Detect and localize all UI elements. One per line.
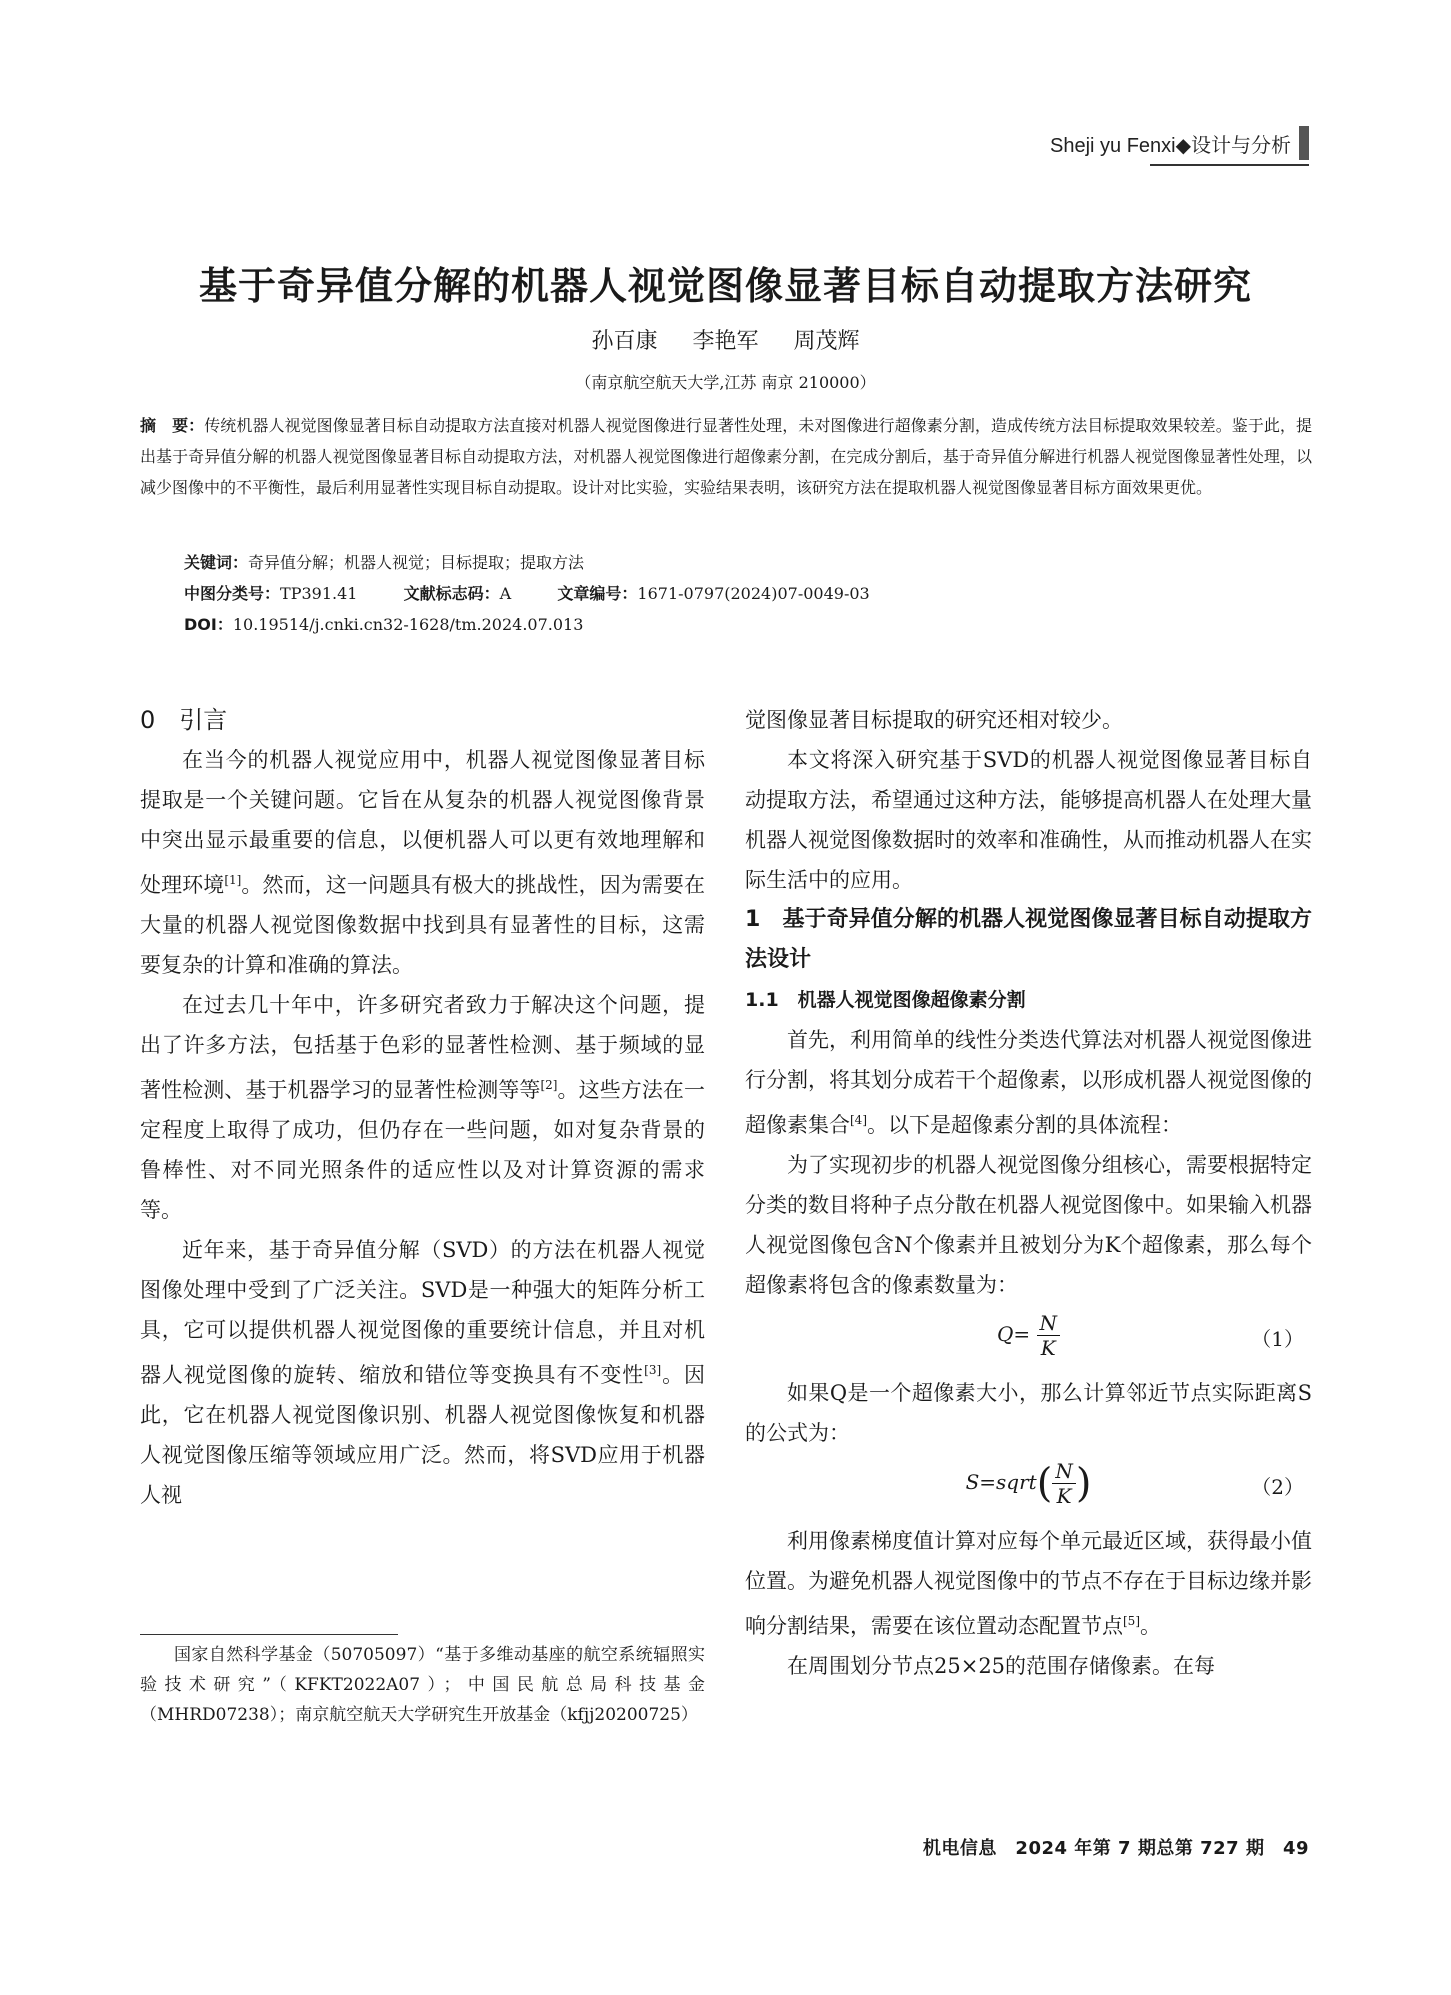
keywords-label: 关键词：: [184, 553, 249, 572]
paper-title: 基于奇异值分解的机器人视觉图像显著目标自动提取方法研究: [198, 264, 1252, 308]
footnote-rule: [140, 1634, 398, 1635]
doc-code-value: A: [499, 584, 512, 603]
authors: 孙百康 李艳军 周茂辉: [591, 329, 860, 354]
citation-4: [4]: [850, 1113, 867, 1127]
left-column: [140, 700, 705, 1515]
paragraph-2: 在过去几十年中，许多研究者致力于解决这个问题，提出了许多方法，包括基于色彩的显著性检测、基于频域的显著性检测、基于机器学习的显著性检测等等[2]。这些方法在一定程度上取得了成功，但仍存在一些问题，如对复杂背景的鲁棒性、对不同光照条件的适应性以及对计算资源的需求等。: [140, 993, 706, 1222]
doi-value: 10.19514/j.cnki.cn32-1628/tm.2024.07.013: [232, 615, 584, 634]
paragraph-5: 首先，利用简单的线性分类迭代算法对机器人视觉图像进行分割，将其划分成若干个超像素，以形成机器人视觉图像的超像素集合[4]。以下是超像素分割的具体流程：: [745, 1028, 1312, 1137]
paragraph-8: 利用像素梯度值计算对应每个单元最近区域，获得最小值位置。为避免机器人视觉图像中的节点不存在于目标边缘并影响分割结果，需要在该位置动态配置节点[5]。: [745, 1529, 1312, 1638]
header-rule: [1150, 164, 1309, 166]
section-0-heading: 0 引言: [140, 706, 228, 734]
right-column: [745, 700, 1312, 1686]
doi-label: DOI：: [184, 615, 233, 634]
equation-1-denominator: K: [1040, 1336, 1056, 1360]
doi-line: [184, 612, 583, 635]
clc-value: TP391.41: [280, 584, 358, 603]
paragraph-3: 近年来，基于奇异值分解（SVD）的方法在机器人视觉图像处理中受到了广泛关注。SVD是一种强大的矩阵分析工具，它可以提供机器人视觉图像的重要统计信息，并且对机器人视觉图像的旋转、缩放和错位等变换具有不变性[3]。因此，它在机器人视觉图像识别、机器人视觉图像恢复和机器人视觉图像压缩等领域应用广泛。然而，将SVD应用于机器人视: [140, 1238, 706, 1507]
equation-2: S=sqrt( $\frac{N}{K}$ ) （2）: [965, 1459, 1304, 1508]
equation-1-number: （1）: [1251, 1327, 1304, 1351]
paragraph-4: 本文将深入研究基于SVD的机器人视觉图像显著目标自动提取方法，希望通过这种方法，能够提高机器人在处理大量机器人视觉图像数据时的效率和准确性，从而推动机器人在实际生活中的应用。: [745, 748, 1312, 892]
equation-2-denominator: K: [1056, 1484, 1072, 1508]
classification-line: [184, 581, 870, 604]
doc-code-label: 文献标志码：: [403, 584, 500, 603]
article-number-label: 文章编号：: [557, 584, 638, 603]
clc-label: 中图分类号：: [184, 584, 281, 603]
equation-2-fraction: [1052, 1459, 1076, 1508]
affiliation: （南京航空航天大学,江苏 南京 210000）: [575, 373, 876, 392]
citation-5: [5]: [1123, 1614, 1140, 1628]
article-number-value: 1671-0797(2024)07-0049-03: [637, 584, 870, 603]
equation-2-number: （2）: [1251, 1475, 1304, 1499]
abstract-label: 摘 要：: [140, 416, 205, 435]
paragraph-1: 在当今的机器人视觉应用中，机器人视觉图像显著目标提取是一个关键问题。它旨在从复杂的机器人视觉图像背景中突出显示最重要的信息，以便机器人可以更有效地理解和处理环境[1]。然而，这一问题具有极大的挑战性，因为需要在大量的机器人视觉图像数据中找到具有显著性的目标，这需要复杂的计算和准确的算法。: [140, 748, 706, 977]
header-bar-decoration: [1299, 126, 1309, 160]
paragraph-9: 在周围划分节点25×25的范围存储像素。在每: [787, 1654, 1216, 1678]
equation-2-lhs: S=sqrt: [965, 1470, 1037, 1494]
section-1-heading: 1 基于奇异值分解的机器人视觉图像显著目标自动提取方法设计: [745, 907, 1312, 972]
citation-2: [2]: [540, 1078, 558, 1092]
keywords-text: 奇异值分解；机器人视觉；目标提取；提取方法: [248, 553, 585, 572]
paragraph-3-continued: 觉图像显著目标提取的研究还相对较少。: [745, 708, 1123, 732]
citation-3: [3]: [644, 1363, 662, 1377]
funding-footnote: 国家自然科学基金（50705097）“基于多维动基座的航空系统辐照实验技术研究”（KFKT2022A07）；中国民航总局科技基金（MHRD07238）；南京航空航天大学研究生开放基金（kfjj20200725）: [140, 1645, 705, 1725]
abstract: [140, 410, 1312, 503]
running-header: [1050, 126, 1309, 160]
paragraph-6: 为了实现初步的机器人视觉图像分组核心，需要根据特定分类的数目将种子点分散在机器人视觉图像中。如果输入机器人视觉图像包含N个像素并且被划分为K个超像素，那么每个超像素将包含的像素数量为：: [745, 1153, 1312, 1297]
citation-1: [1]: [224, 873, 242, 887]
page-footer: 机电信息 2024 年第 7 期总第 727 期 49: [922, 1838, 1309, 1859]
running-header-text: Sheji yu Fenxi◆设计与分析: [1050, 134, 1291, 157]
abstract-text: 传统机器人视觉图像显著目标自动提取方法直接对机器人视觉图像进行显著性处理，未对图像进行超像素分割，造成传统方法目标提取效果较差。鉴于此，提出基于奇异值分解的机器人视觉图像显著目标自动提取方法，对机器人视觉图像进行超像素分割，在完成分割后，基于奇异值分解进行机器人视觉图像显著性处理，以减少图像中的不平衡性，最后利用显著性实现目标自动提取。设计对比实验，实验结果表明，该研究方法在提取机器人视觉图像显著目标方面效果更优。: [140, 416, 1312, 497]
equation-1: [745, 1305, 1312, 1373]
section-1-1-heading: 1.1 机器人视觉图像超像素分割: [745, 989, 1026, 1011]
equation-1-lhs: Q=: [996, 1322, 1031, 1346]
equation-1-fraction: [1037, 1311, 1061, 1360]
equation-2-numerator: N: [1052, 1459, 1076, 1484]
equation-1-numerator: N: [1037, 1311, 1061, 1336]
keywords: [184, 550, 584, 573]
paragraph-7: 如果Q是一个超像素大小，那么计算邻近节点实际距离S的公式为：: [745, 1381, 1312, 1445]
